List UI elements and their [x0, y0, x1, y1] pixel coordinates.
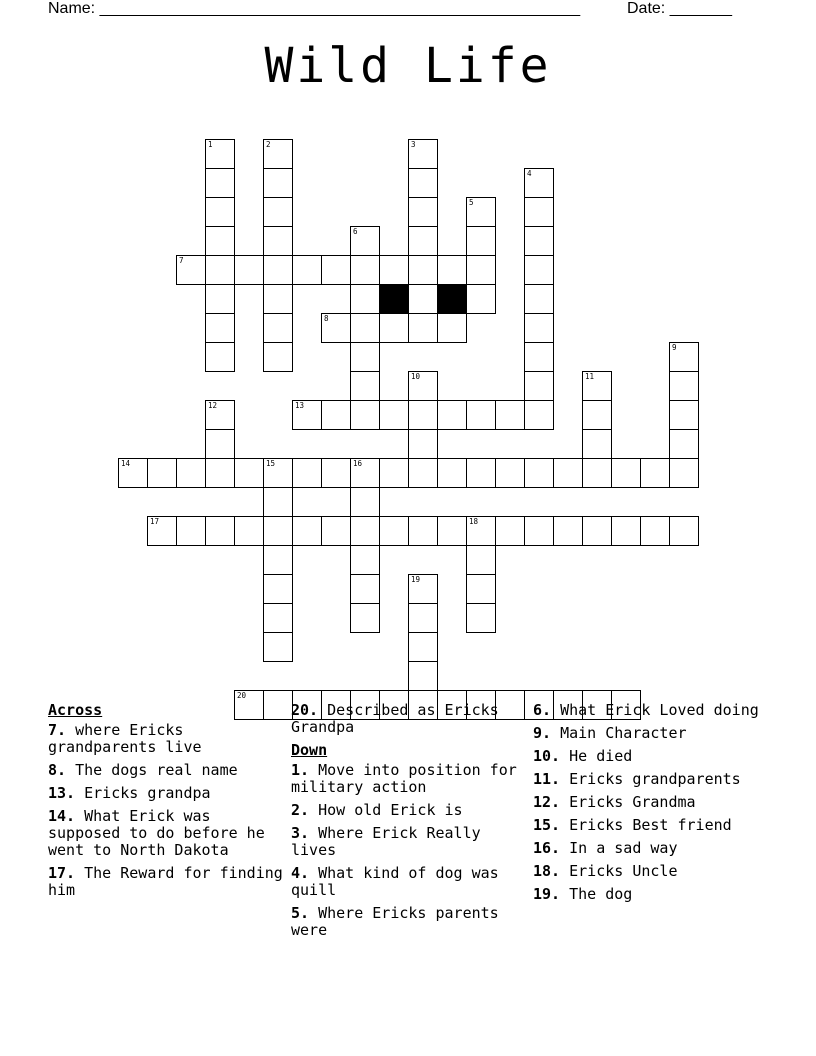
clue-item [533, 702, 769, 719]
grid-cell[interactable] [437, 458, 467, 488]
clue-item [533, 794, 769, 811]
grid-cell[interactable] [205, 139, 235, 169]
grid-cell[interactable] [524, 226, 554, 256]
black-cell [437, 284, 467, 314]
grid-cell[interactable] [466, 574, 496, 604]
grid-cell[interactable] [495, 458, 525, 488]
grid-cell[interactable] [379, 516, 409, 546]
down-clue-list [291, 762, 527, 939]
clue-item [533, 817, 769, 834]
clue-number: 11 [585, 372, 595, 381]
grid-cell[interactable] [437, 313, 467, 343]
grid-cell[interactable] [408, 400, 438, 430]
clue-item-text: Ericks grandparents [560, 770, 741, 788]
grid-cell[interactable] [437, 516, 467, 546]
grid-cell[interactable] [350, 313, 380, 343]
grid-cell[interactable] [321, 516, 351, 546]
grid-cell[interactable] [524, 255, 554, 285]
grid-cell[interactable] [408, 168, 438, 198]
grid-cell[interactable] [466, 458, 496, 488]
clue-item [48, 785, 284, 802]
clue-item-text: Ericks Grandma [560, 793, 696, 811]
grid-cell[interactable] [524, 516, 554, 546]
grid-cell[interactable] [118, 458, 148, 488]
across-clue-list [48, 722, 284, 899]
clue-number: 16 [353, 459, 363, 468]
clue-number: 8 [324, 314, 329, 323]
grid-cell[interactable] [408, 313, 438, 343]
grid-cell[interactable] [263, 284, 293, 314]
grid-cell[interactable] [669, 458, 699, 488]
clue-item-number: 14. [48, 807, 76, 825]
grid-cell[interactable] [524, 371, 554, 401]
grid-cell[interactable] [669, 516, 699, 546]
grid-cell[interactable] [350, 574, 380, 604]
clue-item-text: Where Ericks parents were [291, 904, 499, 939]
grid-cell[interactable] [582, 400, 612, 430]
clue-item [291, 762, 527, 796]
clue-column-2 [291, 702, 527, 945]
grid-cell[interactable] [524, 168, 554, 198]
clue-item-text: The dogs real name [66, 761, 238, 779]
grid-cell[interactable] [466, 400, 496, 430]
grid-cell[interactable] [437, 400, 467, 430]
grid-cell[interactable] [582, 429, 612, 459]
grid-cell[interactable] [408, 574, 438, 604]
grid-cell[interactable] [205, 168, 235, 198]
grid-cell[interactable] [321, 400, 351, 430]
clue-item-text: Main Character [551, 724, 687, 742]
grid-cell[interactable] [379, 313, 409, 343]
grid-cell[interactable] [524, 342, 554, 372]
clue-item [291, 865, 527, 899]
clue-number: 7 [179, 256, 184, 265]
grid-cell[interactable] [350, 255, 380, 285]
clue-item-text: Ericks Best friend [560, 816, 732, 834]
grid-cell[interactable] [524, 284, 554, 314]
grid-cell[interactable] [350, 603, 380, 633]
clue-item-text: How old Erick is [309, 801, 463, 819]
grid-cell[interactable] [263, 603, 293, 633]
grid-cell[interactable] [408, 197, 438, 227]
grid-cell[interactable] [379, 255, 409, 285]
grid-cell[interactable] [408, 429, 438, 459]
clue-item [291, 702, 527, 736]
clue-item-text: In a sad way [560, 839, 678, 857]
clue-item-number: 7. [48, 721, 67, 739]
clue-number: 13 [295, 401, 305, 410]
clue-item-number: 13. [48, 784, 76, 802]
grid-cell[interactable] [408, 255, 438, 285]
grid-cell[interactable] [582, 458, 612, 488]
grid-cell[interactable] [147, 458, 177, 488]
clue-item-text: What Erick was supposed to do before he went to North Dakota [48, 807, 265, 859]
grid-cell[interactable] [408, 603, 438, 633]
grid-cell[interactable] [495, 400, 525, 430]
grid-cell[interactable] [408, 226, 438, 256]
clue-item [533, 725, 769, 742]
grid-cell[interactable] [350, 371, 380, 401]
grid-cell[interactable] [263, 632, 293, 662]
grid-cell[interactable] [582, 371, 612, 401]
grid-cell[interactable] [321, 255, 351, 285]
grid-cell[interactable] [292, 255, 322, 285]
grid-cell[interactable] [350, 226, 380, 256]
clue-number: 9 [672, 343, 677, 352]
clue-number: 1 [208, 140, 213, 149]
grid-cell[interactable] [234, 458, 264, 488]
grid-cell[interactable] [379, 458, 409, 488]
grid-cell[interactable] [408, 284, 438, 314]
grid-cell[interactable] [669, 429, 699, 459]
grid-cell[interactable] [524, 458, 554, 488]
grid-cell[interactable] [263, 139, 293, 169]
grid-cell[interactable] [263, 226, 293, 256]
grid-cell[interactable] [263, 545, 293, 575]
clue-item [533, 771, 769, 788]
grid-cell[interactable] [611, 516, 641, 546]
grid-cell[interactable] [350, 342, 380, 372]
clue-item [48, 865, 284, 899]
clue-item [48, 722, 284, 756]
grid-cell[interactable] [379, 400, 409, 430]
clue-item-text: Ericks Uncle [560, 862, 678, 880]
clue-item-number: 6. [533, 701, 552, 719]
grid-cell[interactable] [205, 400, 235, 430]
clue-number: 2 [266, 140, 271, 149]
date-field-label: Date: _______ [627, 0, 732, 17]
clue-item-number: 9. [533, 724, 552, 742]
grid-cell[interactable] [582, 516, 612, 546]
grid-cell[interactable] [553, 458, 583, 488]
down-clue-list-continued [533, 702, 769, 903]
grid-cell[interactable] [321, 313, 351, 343]
clue-item-number: 5. [291, 904, 310, 922]
clue-number: 18 [469, 517, 479, 526]
clue-item [48, 808, 284, 859]
clue-number: 19 [411, 575, 421, 584]
clue-item-number: 8. [48, 761, 67, 779]
clue-item [291, 825, 527, 859]
grid-cell[interactable] [147, 516, 177, 546]
grid-cell[interactable] [350, 516, 380, 546]
clue-item [48, 762, 284, 779]
grid-cell[interactable] [408, 661, 438, 691]
clue-item-text: What Erick Loved doing [551, 701, 759, 719]
clue-item-number: 18. [533, 862, 561, 880]
clue-item-text: Ericks grandpa [75, 784, 211, 802]
clue-item-number: 3. [291, 824, 310, 842]
clue-number: 5 [469, 198, 474, 207]
grid-cell[interactable] [466, 284, 496, 314]
clue-item-number: 20. [291, 701, 319, 719]
grid-cell[interactable] [350, 487, 380, 517]
clue-item-number: 15. [533, 816, 561, 834]
grid-cell[interactable] [350, 458, 380, 488]
grid-cell[interactable] [176, 458, 206, 488]
clue-item [533, 840, 769, 857]
grid-cell[interactable] [263, 342, 293, 372]
grid-cell[interactable] [205, 429, 235, 459]
clue-number: 17 [150, 517, 160, 526]
grid-cell[interactable] [466, 603, 496, 633]
grid-cell[interactable] [263, 574, 293, 604]
grid-cell[interactable] [321, 458, 351, 488]
clue-item [533, 748, 769, 765]
grid-cell[interactable] [466, 545, 496, 575]
clue-number: 15 [266, 459, 276, 468]
grid-cell[interactable] [205, 313, 235, 343]
clue-item-number: 11. [533, 770, 561, 788]
clue-item-text: where Ericks grandparents live [48, 721, 202, 756]
grid-cell[interactable] [408, 458, 438, 488]
clue-item-text: Described as Ericks Grandpa [291, 701, 499, 736]
grid-cell[interactable] [408, 139, 438, 169]
clue-item-number: 12. [533, 793, 561, 811]
clue-item-text: Move into position for military action [291, 761, 517, 796]
down-heading: Down [291, 741, 328, 759]
grid-cell[interactable] [408, 516, 438, 546]
grid-cell[interactable] [640, 458, 670, 488]
grid-cell[interactable] [350, 400, 380, 430]
grid-cell[interactable] [350, 545, 380, 575]
clue-number: 20 [237, 691, 247, 700]
clue-item [533, 886, 769, 903]
clue-column-3 [533, 702, 769, 909]
clue-item-text: The Reward for finding him [48, 864, 283, 899]
clue-number: 12 [208, 401, 218, 410]
grid-cell[interactable] [263, 313, 293, 343]
grid-cell[interactable] [466, 255, 496, 285]
clue-item [291, 905, 527, 939]
grid-cell[interactable] [205, 516, 235, 546]
grid-cell[interactable] [263, 487, 293, 517]
grid-cell[interactable] [176, 516, 206, 546]
grid-cell[interactable] [263, 168, 293, 198]
grid-cell[interactable] [466, 226, 496, 256]
clue-number: 6 [353, 227, 358, 236]
clue-item-text: The dog [560, 885, 633, 903]
clue-column-1 [48, 702, 284, 905]
name-field-label: Name: ______________________________________________________ [48, 0, 581, 17]
grid-cell[interactable] [292, 458, 322, 488]
grid-cell[interactable] [669, 371, 699, 401]
grid-cell[interactable] [205, 284, 235, 314]
grid-cell[interactable] [495, 516, 525, 546]
grid-cell[interactable] [350, 284, 380, 314]
clue-number: 14 [121, 459, 131, 468]
grid-cell[interactable] [176, 255, 206, 285]
grid-cell[interactable] [205, 255, 235, 285]
clue-item-number: 17. [48, 864, 76, 882]
clue-item-text: He died [560, 747, 633, 765]
grid-cell[interactable] [292, 400, 322, 430]
clue-item-text: Where Erick Really lives [291, 824, 481, 859]
grid-cell[interactable] [205, 226, 235, 256]
clue-item-number: 19. [533, 885, 561, 903]
grid-cell[interactable] [669, 342, 699, 372]
grid-cell[interactable] [408, 632, 438, 662]
grid-cell[interactable] [524, 400, 554, 430]
puzzle-title: Wild Life [264, 38, 552, 94]
clue-item [291, 802, 527, 819]
clue-number: 4 [527, 169, 532, 178]
grid-cell[interactable] [553, 516, 583, 546]
grid-cell[interactable] [205, 197, 235, 227]
clue-item [533, 863, 769, 880]
grid-cell[interactable] [640, 516, 670, 546]
clue-item-number: 1. [291, 761, 310, 779]
grid-cell[interactable] [263, 255, 293, 285]
grid-cell[interactable] [205, 458, 235, 488]
black-cell [379, 284, 409, 314]
clue-number: 3 [411, 140, 416, 149]
grid-cell[interactable] [611, 458, 641, 488]
grid-cell[interactable] [205, 342, 235, 372]
grid-cell[interactable] [466, 197, 496, 227]
clue-item-number: 2. [291, 801, 310, 819]
across-clue-list-continued [291, 702, 527, 736]
across-heading: Across [48, 701, 103, 719]
grid-cell[interactable] [263, 197, 293, 227]
grid-cell[interactable] [263, 516, 293, 546]
grid-cell[interactable] [234, 516, 264, 546]
grid-cell[interactable] [524, 313, 554, 343]
grid-cell[interactable] [524, 197, 554, 227]
grid-cell[interactable] [263, 458, 293, 488]
grid-cell[interactable] [234, 255, 264, 285]
clue-item-number: 16. [533, 839, 561, 857]
clue-number: 10 [411, 372, 421, 381]
clue-item-number: 10. [533, 747, 561, 765]
grid-cell[interactable] [292, 516, 322, 546]
grid-cell[interactable] [437, 255, 467, 285]
grid-cell[interactable] [669, 400, 699, 430]
clue-item-number: 4. [291, 864, 310, 882]
clue-item-text: What kind of dog was quill [291, 864, 499, 899]
grid-cell[interactable] [408, 371, 438, 401]
grid-cell[interactable] [466, 516, 496, 546]
